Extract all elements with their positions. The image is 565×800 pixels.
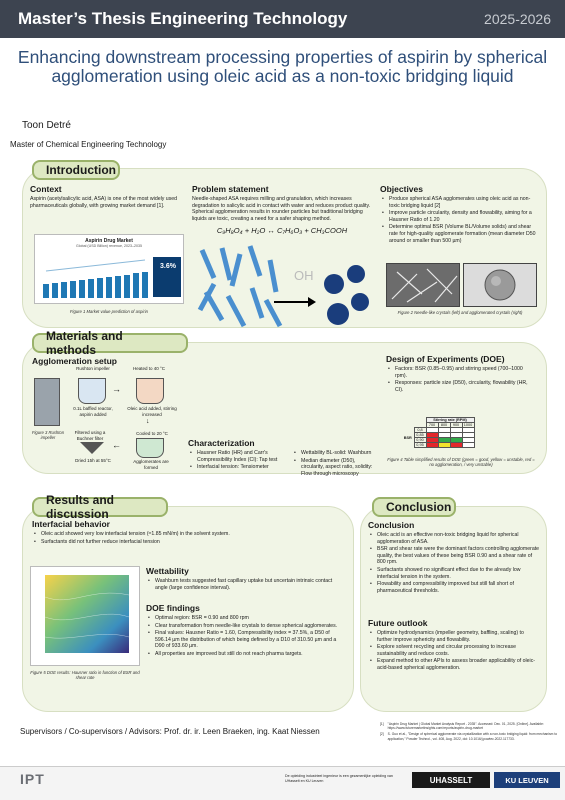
doe-row-header: BSR <box>403 435 412 440</box>
doe-cell <box>426 443 438 448</box>
step-reactor: 0.1L baffled reactor, aspirin added <box>73 406 113 417</box>
arrow-left-icon: ← <box>112 440 121 450</box>
doe-list <box>386 366 536 393</box>
doe-row: 0,85 <box>414 433 426 438</box>
reactor-icon <box>78 378 106 404</box>
objectives-block <box>380 184 540 245</box>
step-impeller: Rushton impeller <box>76 366 110 371</box>
conclusion-item: • BSR and shear rate were the dominant factors controlling agglomerate quality, the best values of these being BSR 0.90 and a shear rate of 800 rpm. <box>368 546 540 566</box>
reference-1: "Aspirin Drug Market | Global Market Analysis Report - 2035". Accessed: Dec. 01, 2025. [Online]. Available: https://www.futuremarketinsights.com/reports/aspirin-drug-market <box>387 722 544 731</box>
objective-item: • Improve particle circularity, density and flowability, aiming for a Hausner Ratio of 1.20 <box>380 210 540 223</box>
doe-finding-item: • Optimal region: BSR = 0.90 and 800 rpm <box>146 615 342 622</box>
fig2-caption: Figure 2 Needle-like crystals (left) and agglomerated crystals (right) <box>397 310 523 315</box>
doe-findings-title: DOE findings <box>146 603 200 613</box>
intro-heading: Introduction <box>32 160 120 180</box>
needle-to-sphere-illustration <box>192 240 372 335</box>
conclusion-item: • Flowability and compressibility improved but still fall short of pharmaceutical thresholds. <box>368 581 540 594</box>
header-title: Master’s Thesis Engineering Technology <box>18 9 348 28</box>
char-item: • Wettability BL-solid: Washburn <box>292 450 378 457</box>
market-chart-title: Aspirin Drug Market <box>85 238 133 244</box>
doe-row: 0,90 <box>414 438 426 443</box>
doe-cell <box>462 443 474 448</box>
reference-2: S. Guo et al., "Design of spherical agglomerate via crystallization with a non-toxic bridging liquid: from mechanism to application," Powder Technol., vol. 408, Aug. 2022, doi: 10.1016/j.powtec.2022.117733. <box>387 732 558 741</box>
wettability-item: • Washburn tests suggested fast capillary uptake but uncertain intrinsic contact angle (large confidence interval). <box>146 578 342 591</box>
doe-table <box>402 417 475 448</box>
author: Toon Detré <box>22 120 71 131</box>
kuleuven-logo: KU LEUVEN <box>494 772 560 788</box>
outlook-item: • Optimize hydrodynamics (impeller geometry, baffling, scaling) to further improve sphericity and flowability. <box>368 630 540 643</box>
char-item: • Hausner Ratio (HR) and Carr's Compressibility Index (CI): Tap test <box>188 450 286 463</box>
needle-crystals-photo <box>386 263 460 307</box>
market-chart-subtitle: Global (USD Billion) revenue, 2023–2035 <box>76 244 142 248</box>
doe-finding-item: • All properties are improved but still do not reach pharma targets. <box>146 651 342 658</box>
reaction-equation: C₉H₈O₄ + H₂O ↔ C₇H₆O₃ + CH₃COOH <box>216 226 348 236</box>
doe-cell <box>450 443 462 448</box>
doe-col: 900 <box>450 423 462 428</box>
doe-cell <box>438 443 450 448</box>
doe-findings-block <box>146 603 342 659</box>
step-heated: Heated to 40 °C <box>132 366 166 371</box>
fig4-caption: Figure 4 Table simplified results of DOE (green = good, yellow = unstable, red = no agglomeration, / very unstable) <box>387 457 535 467</box>
uhasselt-logo: UHASSELT <box>412 772 490 788</box>
agglomerate-photo <box>463 263 537 307</box>
buchner-filter-icon <box>80 442 104 454</box>
problem-title: Problem statement <box>192 184 269 194</box>
conclusion-block <box>368 520 540 595</box>
char-title: Characterization <box>188 438 255 448</box>
doe-col-header: Stirring rate (RPM) <box>426 418 474 423</box>
problem-text: Needle-shaped ASA requires milling and granulation, which increases degradation to salicylic acid in contact with water and reduces product quality. Spherical agglomeration results in rounder particles but traditional bridging liquids are toxic, creating a need for a safer shaping method. <box>192 196 371 222</box>
interfacial-item: • Surfactants did not further reduce interfacial tension <box>32 539 342 546</box>
doe-finding-item: • Clear transformation from needle-like crystals to dense spherical agglomerates. <box>146 623 342 630</box>
step-dried: Dried 15h at 55°C <box>75 458 111 463</box>
doe-col: 700 <box>426 423 438 428</box>
heated-reactor-icon <box>136 378 164 404</box>
objective-item: • Determine optimal BSR (Volume BL/Volume solids) and shear rate for high-quality agglomerate formation (mean diameter D50 around or smaller than 500 µm) <box>380 224 540 244</box>
outlook-item: • Explore solvent recycling and circular processing to increase sustainability and reduce costs. <box>368 644 540 657</box>
results-heading: Results and discussion <box>32 497 168 517</box>
references <box>380 722 558 741</box>
arrow-right-icon: → <box>112 384 121 394</box>
wettability-block <box>146 566 342 592</box>
ipt-logo: IPT <box>20 771 45 787</box>
step-filtered: Filtered using a Buchner filter <box>74 430 106 441</box>
svg-text:OH: OH <box>294 268 314 283</box>
outlook-title: Future outlook <box>368 618 428 628</box>
char-item: • Median diameter (D50), circularity, aspect ratio, solidity: Flow through microscopy <box>292 458 378 478</box>
impeller-photo <box>34 378 60 426</box>
arrow-down-icon: ↓ <box>146 418 150 425</box>
setup-title-text: Agglomeration setup <box>32 356 118 366</box>
doe-col: 1000 <box>463 423 473 427</box>
fig3-caption: Figure 3 Rushton impeller <box>31 430 65 440</box>
doe-col: 800 <box>438 423 450 428</box>
doe-item: • Factors: BSR (0.85–0.95) and stirring speed (700–1000 rpm). <box>386 366 536 379</box>
interfacial-item: • Oleic acid showed very low interfacial tension (≈1.85 mN/m) in the solvent system. <box>32 531 342 538</box>
doe-item: • Responses: particle size (D50), circularity, flowability (HR, CI). <box>386 380 536 393</box>
fig5-caption: Figure 5 DOE results: Hausner ratio in function of BSR and shear rate <box>30 670 140 680</box>
char-list-left <box>188 450 286 478</box>
problem-block <box>192 184 372 235</box>
objective-item: • Produce spherical ASA agglomerates using oleic acid as non-toxic bridging liquid [2] <box>380 196 540 209</box>
outlook-list <box>368 630 540 672</box>
context-text: Aspirin (acetylsalicylic acid, ASA) is one of the most widely used pharmaceuticals globally, with growing market demand [1]. <box>30 196 178 209</box>
conclusion-item: • Oleic acid is an effective non-toxic bridging liquid for spherical agglomeration of ASA. <box>368 532 540 545</box>
context-title: Context <box>30 184 62 194</box>
conclusion-heading: Conclusion <box>372 497 456 517</box>
doe-row: 0,95 <box>414 443 426 448</box>
market-chart-bars <box>35 251 185 301</box>
doe-title: Design of Experiments (DOE) <box>386 354 505 364</box>
footer-tagline: De opleiding industrieel ingenieur is een gezamenlijke opleiding van UHasselt en KU Leuven <box>285 774 393 783</box>
ref-number: [2] <box>380 732 384 737</box>
methods-heading: Materials and methods <box>32 333 188 353</box>
market-chart <box>34 234 184 304</box>
agglomerate-reactor-icon <box>136 438 164 458</box>
interfacial-list <box>32 531 342 545</box>
interfacial-title: Interfacial behavior <box>32 519 110 529</box>
conclusion-title: Conclusion <box>368 520 415 530</box>
poster-title: Enhancing downstream processing properties of aspirin by spherical agglomeration using oleic acid as a non-toxic bridging liquid <box>17 47 548 86</box>
ref-number: [1] <box>380 722 384 726</box>
hausner-surface-plot <box>30 566 140 666</box>
doe-block <box>386 354 536 394</box>
step-agglomerates: Agglomerates are formed <box>133 459 169 470</box>
outlook-item: • Expand method to other APIs to assess broader applicability of oleic-acid-based spherical agglomeration. <box>368 658 540 671</box>
crystal-photos <box>386 263 534 307</box>
doe-row: 0,8 <box>414 428 426 433</box>
doe-finding-item: • Final values: Hausner Ratio = 1.60, Compressibility index = 37.5%, a D50 of 596.14 µm the distribution of which being defined by a D10 of 310.50 µm and a D90 of 933.60 µm. <box>146 630 342 650</box>
step-cooled: Cooled to 20 °C <box>136 431 168 436</box>
doe-findings-list <box>146 615 342 658</box>
context-block <box>30 184 182 209</box>
header-year: 2025-2026 <box>484 11 551 27</box>
characterization-block <box>188 438 378 478</box>
fig1-caption: Figure 1 Market value prediction of aspirin <box>70 309 148 314</box>
wettability-title: Wettability <box>146 566 189 576</box>
step-oleic: Oleic acid added, stirring increased <box>127 406 177 417</box>
outlook-block <box>368 618 540 673</box>
char-list-right <box>292 450 378 478</box>
objectives-title: Objectives <box>380 184 423 194</box>
market-chart-badge: 3.6% <box>160 263 176 270</box>
char-item: • Interfacial tension: Tensiometer <box>188 464 286 471</box>
objectives-list <box>380 196 540 244</box>
conclusion-item: • Surfactants showed no significant effect due to the already low interfacial tension in the system. <box>368 567 540 580</box>
interfacial-block <box>32 519 342 546</box>
header-bar <box>0 0 565 38</box>
wettability-list <box>146 578 342 591</box>
program: Master of Chemical Engineering Technology <box>10 140 167 149</box>
conclusion-list <box>368 532 540 594</box>
supervisors: Supervisors / Co-supervisors / Advisors: Prof. dr. ir. Leen Braeken, ing. Kaat Niessen <box>20 727 320 736</box>
